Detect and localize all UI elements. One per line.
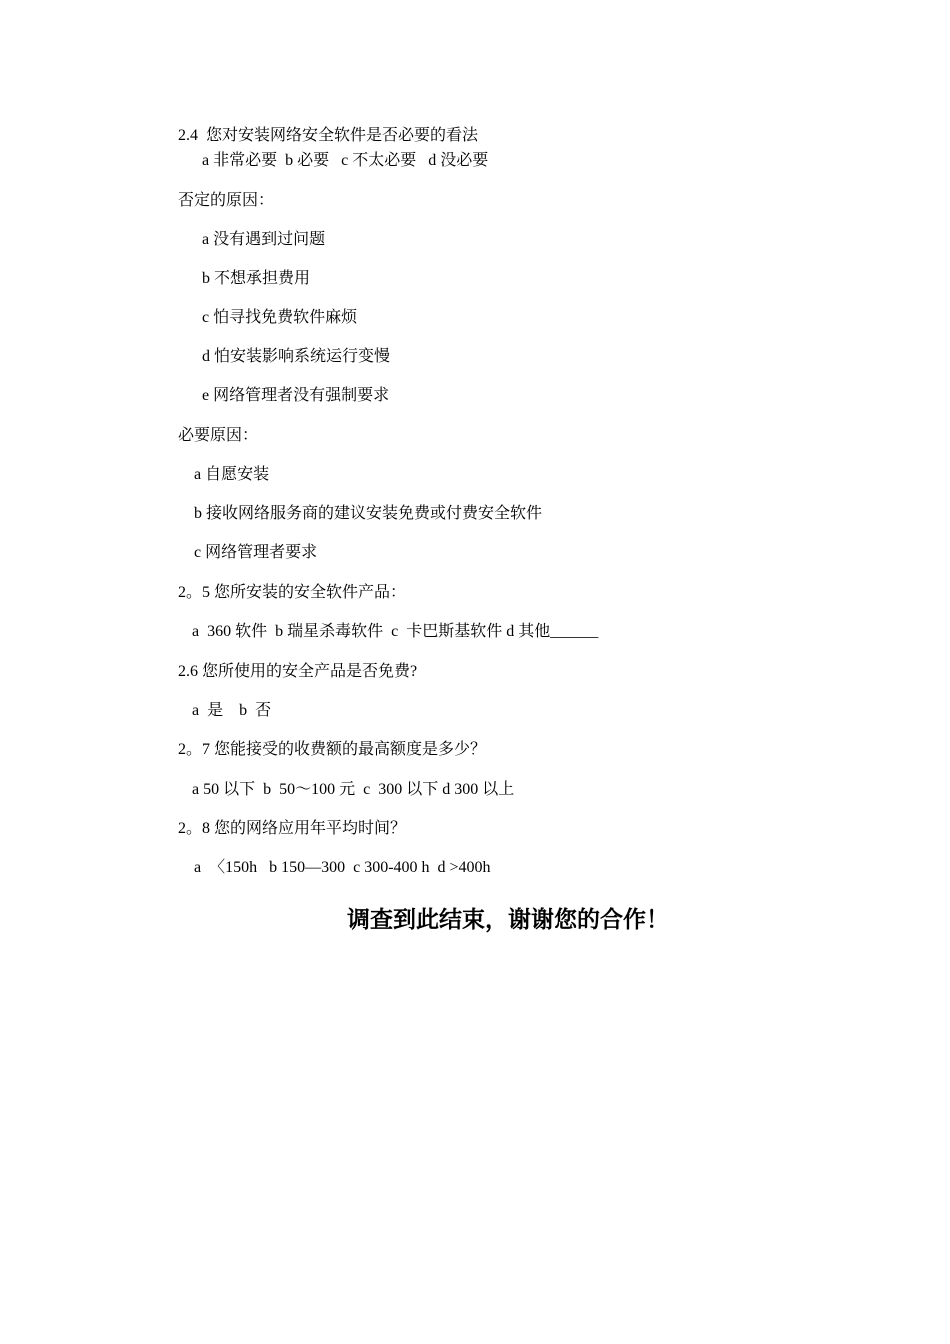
question-2-6-options: a 是 b 否 [192,702,272,719]
question-2-7: 2。7 您能接受的收费额的最高额度是多少？ [178,741,487,758]
closing-message: 调查到此结束，谢谢您的合作！ [347,907,669,933]
negative-reasons-heading: 否定的原因： [178,192,275,209]
negative-reason-e: e 网络管理者没有强制要求 [202,387,390,404]
question-2-6: 2.6 您所使用的安全产品是否免费? [178,663,418,680]
positive-reason-a: a 自愿安装 [194,466,270,483]
question-2-4: 2.4 您对安装网络安全软件是否必要的看法 [178,127,479,144]
question-2-5: 2。5 您所安装的安全软件产品： [178,584,407,601]
positive-reason-b: b 接收网络服务商的建议安装免费或付费安全软件 [194,505,543,522]
question-2-7-options: a 50 以下 b 50～100 元 c 300 以下 d 300 以上 [192,781,515,798]
question-2-8-options: a 〈150h b 150—300 c 300-400 h d >400h [194,859,491,876]
negative-reason-a: a 没有遇到过问题 [202,231,326,248]
positive-reasons-heading: 必要原因： [178,427,259,444]
question-2-5-options: a 360 软件 b 瑞星杀毒软件 c 卡巴斯基软件 d 其他______ [192,623,599,640]
positive-reason-c: c 网络管理者要求 [194,544,318,561]
question-2-4-options: a 非常必要 b 必要 c 不太必要 d 没必要 [202,152,489,169]
negative-reason-b: b 不想承担费用 [202,270,311,287]
question-2-8: 2。8 您的网络应用年平均时间？ [178,820,407,837]
negative-reason-c: c 怕寻找免费软件麻烦 [202,309,358,326]
negative-reason-d: d 怕安装影响系统运行变慢 [202,348,391,365]
